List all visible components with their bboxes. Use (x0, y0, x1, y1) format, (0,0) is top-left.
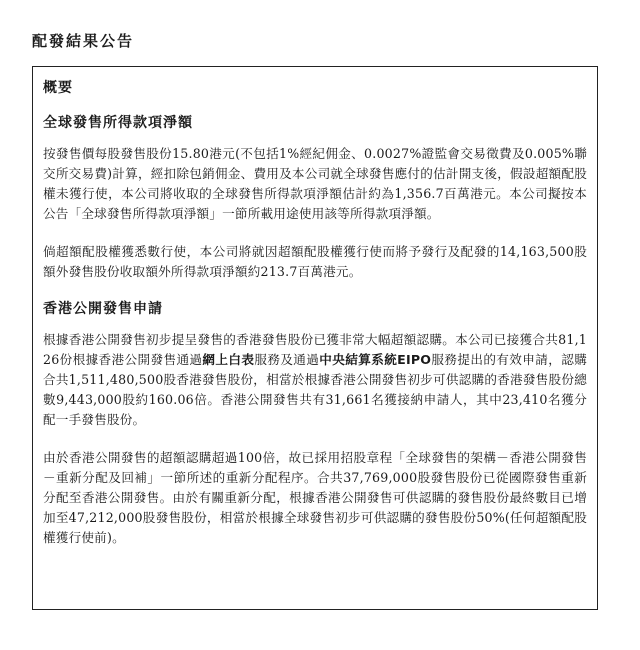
summary-heading: 概要 (43, 80, 73, 96)
para-text: 根據香港公開發售初步提呈發售的香港發售股份已獲非常大幅超額認購。本公司已接獲合共81,126份根據香港公開發售通過 (43, 332, 587, 367)
ccass-eipo-label: 中央結算系統EIPO (319, 352, 432, 367)
hk-public-offering-heading: 香港公開發售申請 (43, 301, 163, 317)
hk-public-offering-paragraph-2: 由於香港公開發售的超額認購超過100倍，故已採用招股章程「全球發售的架構－香港公開發售－重新分配及回補」一節所述的重新分配程序。合共37,769,000股發售股份已從國際發售重新分配至香港公開發售。由於有關重新分配，根據香港公開發售可供認購的發售股份最終數目已增加至47,212,000股發售股份，相當於根據全球發售初步可供認購的發售股份50%(任何超額配股權獲行使前)。 (43, 450, 587, 545)
page-title: 配發結果公告 (32, 32, 135, 50)
net-proceeds-paragraph-1: 按發售價每股發售股份15.80港元(不包括1%經紀佣金、0.0027%證監會交易徵費及0.005%聯交所交易費)計算，經扣除包銷佣金、費用及本公司就全球發售應付的估計開支後，假設超額配股權未獲行使，本公司將收取的全球發售所得款項淨額估計約為1,356.7百萬港元。本公司擬按本公告「全球發售所得款項淨額」一節所載用途使用該等所得款項淨額。 (43, 146, 587, 221)
summary-box (32, 66, 598, 610)
hk-public-offering-paragraph-1 (43, 330, 587, 430)
para-text: 服務及通過 (254, 352, 320, 367)
net-proceeds-paragraph-2: 倘超額配股權獲悉數行使，本公司將就因超額配股權獲行使而將予發行及配發的14,163,500股額外發售股份收取額外所得款項淨額約213.7百萬港元。 (43, 244, 587, 279)
para-text: 服務提出的有效申請，認購合共1,511,480,500股香港發售股份，相當於根據香港公開發售初步可供認購的香港發售股份總數9,443,000股約160.06倍。香港公開發售共有31,661名獲接納申請人，其中23,410名獲分配一手發售股份。 (43, 352, 587, 427)
net-proceeds-heading: 全球發售所得款項淨額 (43, 115, 193, 131)
white-form-label: 網上白表 (202, 352, 255, 367)
